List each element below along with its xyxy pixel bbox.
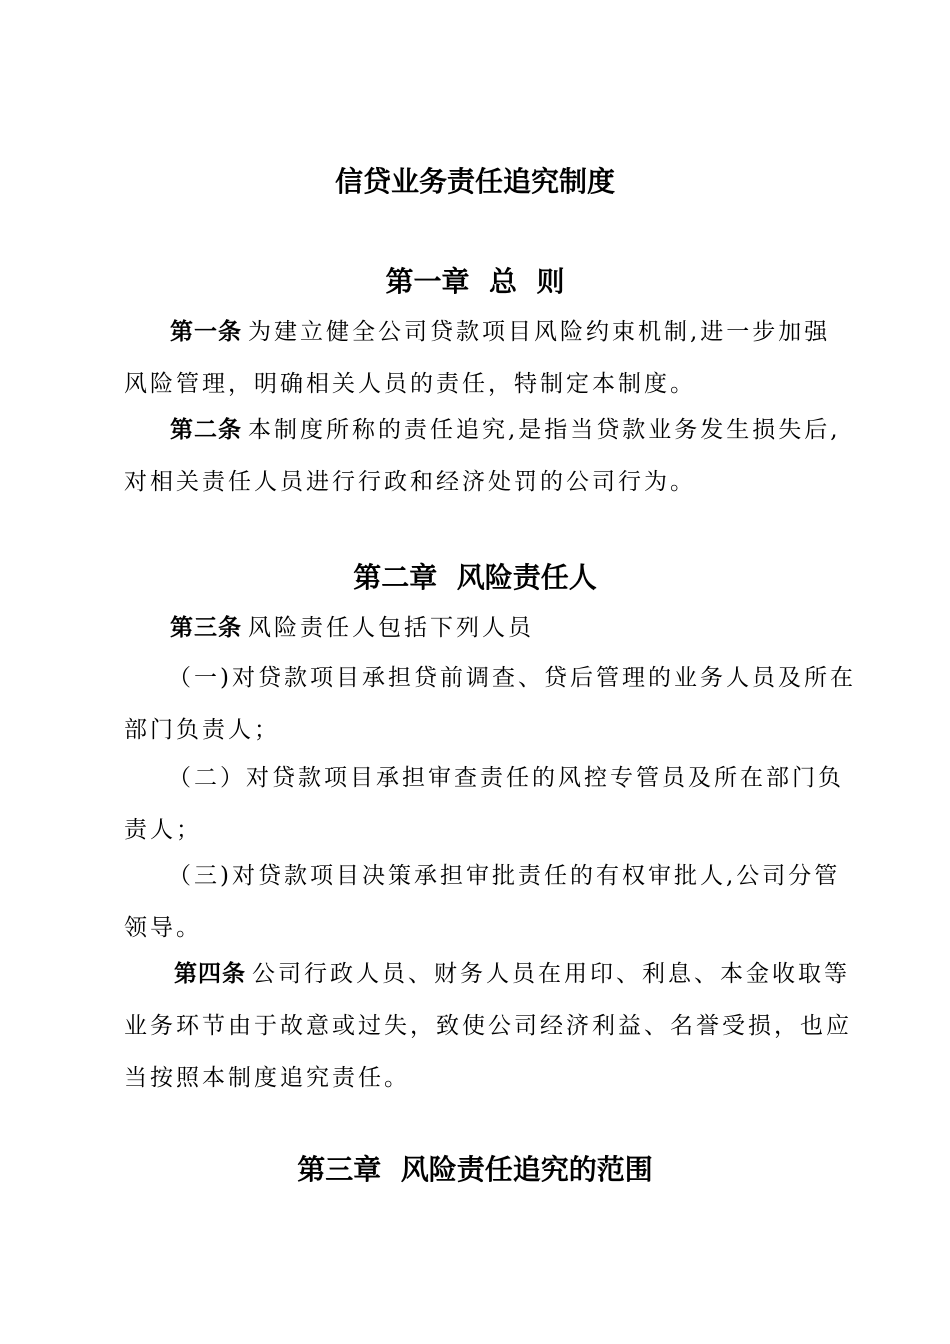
chapter-2-heading: 第二章 风险责任人 — [353, 561, 597, 594]
chapter-1-heading: 第一章 总 则 — [385, 265, 565, 298]
article-2-line-1 — [124, 404, 841, 456]
list-item-3-line-1: （三)对贷款项目决策承担审批责任的有权审批人,公司分管 — [168, 863, 841, 889]
article-1-line-1 — [124, 306, 834, 358]
list-item-2-line-2: 责人； — [124, 817, 202, 843]
list-item-3 — [124, 850, 841, 954]
chapter-3-heading: 第三章 风险责任追究的范围 — [297, 1153, 653, 1186]
article-4-text-1: 公司行政人员、财务人员在用印、利息、本金收取等 — [252, 961, 850, 987]
article-4-line-2: 业务环节由于故意或过失，致使公司经济利益、名誉受损，也应 — [124, 1013, 852, 1039]
article-1 — [124, 306, 834, 410]
list-item-1 — [124, 652, 856, 756]
list-item-2-line-1: （二）对贷款项目承担审查责任的风控专管员及所在部门负 — [168, 765, 844, 791]
article-2-label: 第二条 — [170, 417, 242, 443]
article-2-line-2: 对相关责任人员进行行政和经济处罚的公司行为。 — [124, 469, 696, 495]
article-1-label: 第一条 — [170, 319, 242, 345]
article-4-line-3: 当按照本制度追究责任。 — [124, 1065, 410, 1091]
article-4-line-1 — [124, 948, 850, 1000]
list-item-1-line-1: （一)对贷款项目承担贷前调查、贷后管理的业务人员及所在 — [168, 665, 856, 691]
list-item-1-line-2: 部门负责人； — [124, 717, 280, 743]
article-1-line-2: 风险管理，明确相关人员的责任，特制定本制度。 — [124, 371, 696, 397]
article-1-text-1: 为建立健全公司贷款项目风险约束机制,进一步加强 — [248, 319, 831, 345]
article-3-line-1 — [124, 602, 834, 654]
article-4-label: 第四条 — [174, 961, 246, 987]
document-title: 信贷业务责任追究制度 — [334, 165, 615, 198]
article-2 — [124, 404, 841, 508]
article-3-label: 第三条 — [170, 615, 242, 641]
article-3 — [124, 602, 834, 654]
article-4 — [124, 948, 852, 1104]
article-3-text-1: 风险责任人包括下列人员 — [248, 615, 534, 641]
list-item-2 — [124, 752, 844, 856]
list-item-3-line-2: 领导。 — [124, 915, 202, 941]
article-2-text-1: 本制度所称的责任追究,是指当贷款业务发生损失后, — [248, 417, 841, 443]
